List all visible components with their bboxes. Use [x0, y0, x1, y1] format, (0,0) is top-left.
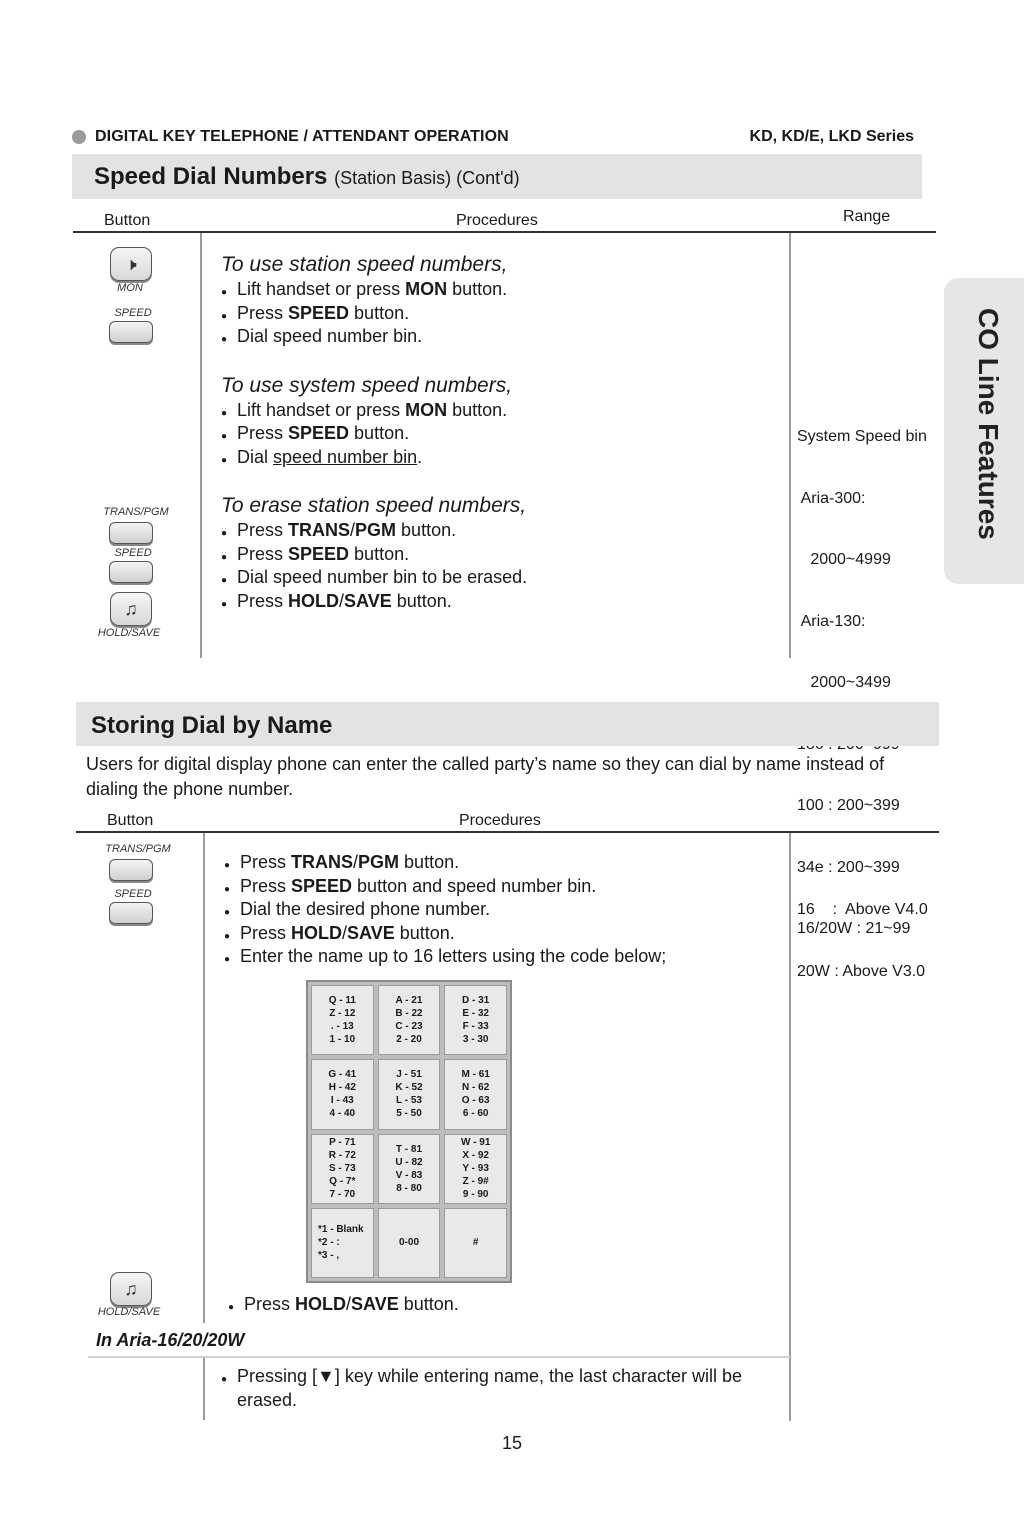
- procedure-step: ● Dial the desired phone number.: [224, 898, 784, 922]
- code-table-entry: D - 31: [462, 995, 490, 1007]
- procedure-step: ● Lift handset or press MON button.: [221, 399, 781, 423]
- code-table-entry: V - 83: [395, 1169, 423, 1181]
- range-line: 20W : Above V3.0: [797, 962, 926, 980]
- column-divider: [203, 833, 205, 1323]
- mon-key-icon: 🕨: [110, 247, 152, 281]
- code-table-cell: [311, 1208, 374, 1278]
- procedures-list: [221, 252, 781, 613]
- code-table-entry: 8 - 80: [396, 1182, 422, 1194]
- procedure-step: ● Press SPEED button.: [221, 422, 781, 446]
- code-table-cell: [311, 1059, 374, 1129]
- code-table-entry: K - 52: [395, 1082, 423, 1094]
- code-table-cell: [378, 1059, 441, 1129]
- code-table-entry: Y - 93: [462, 1163, 489, 1175]
- code-table-entry: R - 72: [328, 1150, 356, 1162]
- chapter-side-tab: [944, 278, 1024, 584]
- note-rule: [88, 1356, 790, 1358]
- trans-pgm-key-label: TRANS/PGM: [105, 843, 171, 855]
- code-table-cell: [378, 1208, 441, 1278]
- table-header-rule: [76, 831, 939, 833]
- code-table-cell: [444, 1208, 507, 1278]
- chapter-side-tab-label: CO Line Features: [973, 308, 1004, 540]
- code-table-entry: N - 62: [462, 1082, 490, 1094]
- column-divider: [200, 233, 202, 658]
- hold-save-key-label: HOLD/SAVE: [97, 627, 161, 639]
- col-range-header: Range: [843, 208, 891, 225]
- range-list: [797, 859, 928, 1003]
- range-line: Aria-300:: [797, 489, 866, 507]
- code-table-cell: [378, 1134, 441, 1204]
- col-button-header: Button: [107, 812, 154, 829]
- column-divider: [789, 233, 791, 658]
- code-table-entry: U - 82: [395, 1156, 423, 1168]
- code-table-entry: 0-00: [398, 1237, 419, 1249]
- section-intro: Users for digital display phone can enter the called party’s name so they can dial by name instead of dialing the phone number.: [86, 754, 885, 799]
- range-line: 2000~3499: [797, 674, 891, 691]
- header-chapter: DIGITAL KEY TELEPHONE / ATTENDANT OPERATION: [95, 128, 509, 145]
- range-line: 100 : 200~399: [797, 797, 900, 814]
- code-table-cell: [444, 1059, 507, 1129]
- procedure-step: ● Press HOLD/SAVE button.: [228, 1293, 768, 1317]
- code-table-entry: . - 13: [330, 1021, 354, 1033]
- procedure-step: ● Lift handset or press MON button.: [221, 278, 781, 302]
- code-table-entry: W - 91: [460, 1137, 491, 1149]
- code-table-entry: Z - 12: [329, 1008, 356, 1020]
- range-line: 16 : Above V4.0: [797, 901, 928, 918]
- page-number: 15: [501, 1433, 523, 1453]
- col-procedures-header: Procedures: [456, 212, 538, 229]
- code-table-entry: *1 - Blank: [318, 1224, 364, 1236]
- range-line: 16/20W : 21~99: [797, 920, 911, 937]
- procedures-list: [221, 1365, 787, 1412]
- range-line: Aria-130:: [797, 612, 866, 630]
- range-line: 2000~4999: [797, 551, 891, 568]
- code-table-entry: T - 81: [395, 1143, 423, 1155]
- code-table-entry: P - 71: [329, 1137, 356, 1149]
- hold-save-key-label: HOLD/SAVE: [97, 1306, 161, 1318]
- procedure-step: ● Dial speed number bin to be erased.: [221, 566, 781, 590]
- procedure-step: ● Dial speed number bin.: [221, 325, 781, 349]
- header-series: KD, KD/E, LKD Series: [749, 128, 914, 145]
- procedures-list: [224, 851, 784, 969]
- hold-save-key-icon: ♫: [110, 1272, 152, 1306]
- code-table-entry: G - 41: [328, 1069, 357, 1081]
- procedure-step: ● Pressing [▼] key while entering name, the last character will be erased.: [221, 1365, 787, 1412]
- trans-pgm-key-label: TRANS/PGM: [103, 506, 169, 518]
- procedure-step: ● Press TRANS/PGM button.: [221, 519, 781, 543]
- procedure-step: ● Enter the name up to 16 letters using the code below;: [224, 945, 784, 969]
- procedure-step: ● Press HOLD/SAVE button.: [221, 590, 781, 614]
- code-table-cell: [378, 985, 441, 1055]
- code-table-entry: 1 - 10: [329, 1034, 356, 1046]
- code-table-entry: *2 - :: [318, 1237, 340, 1249]
- procedure-step: ● Press TRANS/PGM button.: [224, 851, 784, 875]
- code-table-entry: Z - 9#: [462, 1176, 489, 1188]
- code-table-entry: O - 63: [461, 1095, 490, 1107]
- letter-code-table: [306, 980, 512, 1283]
- code-table-entry: J - 51: [396, 1069, 422, 1081]
- procedure-step: ● Press SPEED button.: [221, 302, 781, 326]
- code-table-cell: [444, 1134, 507, 1204]
- procedure-heading: To erase station speed numbers,: [221, 494, 527, 517]
- speed-key-icon: [109, 902, 153, 924]
- code-table-entry: *3 - ,: [318, 1250, 340, 1262]
- trans-pgm-key-icon: [109, 522, 153, 544]
- code-table-entry: S - 73: [328, 1163, 356, 1175]
- table-header-rule: [73, 231, 936, 233]
- col-button-header: Button: [104, 212, 151, 229]
- model-note: In Aria-16/20/20W: [96, 1330, 245, 1350]
- code-table-entry: X - 92: [462, 1150, 489, 1162]
- range-line: System Speed bin: [797, 428, 927, 445]
- section-title-text: Speed Dial Numbers: [94, 163, 328, 190]
- speed-key-label: SPEED: [114, 888, 152, 900]
- procedure-step: ● Dial speed number bin.: [221, 446, 781, 470]
- procedure-heading: To use system speed numbers,: [221, 373, 513, 397]
- code-table-entry: 6 - 60: [462, 1108, 489, 1120]
- code-table-cell: [444, 985, 507, 1055]
- code-table-entry: 9 - 90: [462, 1189, 489, 1201]
- speed-key-icon: [109, 561, 153, 583]
- code-table-cell: [311, 985, 374, 1055]
- section-title: [94, 163, 520, 191]
- procedure-heading: To use station speed numbers,: [221, 253, 508, 276]
- code-table-entry: I - 43: [330, 1095, 354, 1107]
- code-table-entry: A - 21: [395, 995, 423, 1007]
- range-line: 34e : 200~399: [797, 858, 900, 876]
- code-table-entry: #: [472, 1237, 479, 1249]
- code-table-entry: B - 22: [395, 1008, 423, 1020]
- code-table-entry: F - 33: [462, 1021, 489, 1033]
- code-table-entry: H - 42: [328, 1082, 356, 1094]
- column-divider: [789, 833, 791, 1421]
- hold-save-key-icon: ♫: [110, 592, 152, 626]
- procedures-list: [228, 1293, 768, 1317]
- col-procedures-header: Procedures: [459, 812, 541, 829]
- code-table-entry: 2 - 20: [396, 1034, 422, 1046]
- section-title-band: [72, 154, 922, 199]
- header-bullet-icon: [72, 130, 86, 144]
- code-table-entry: 3 - 30: [462, 1034, 489, 1046]
- code-table-entry: Q - 11: [328, 995, 356, 1007]
- procedure-step: ● Press SPEED button and speed number bin.: [224, 875, 784, 899]
- code-table-entry: E - 32: [462, 1008, 489, 1020]
- speed-key-icon: [109, 321, 153, 343]
- section-title-suffix: (Station Basis) (Cont'd): [334, 168, 520, 188]
- procedure-step: ● Press SPEED button.: [221, 543, 781, 567]
- procedure-step: ● Press HOLD/SAVE button.: [224, 922, 784, 946]
- section-title: Storing Dial by Name: [91, 712, 333, 739]
- code-table-cell: [311, 1134, 374, 1204]
- speed-key-label: SPEED: [114, 547, 152, 559]
- section-title-band: [76, 702, 939, 746]
- code-table-entry: 5 - 50: [396, 1108, 422, 1120]
- trans-pgm-key-icon: [109, 859, 153, 881]
- column-divider: [203, 1358, 205, 1420]
- code-table-entry: M - 61: [461, 1069, 490, 1081]
- speed-key-label: SPEED: [114, 307, 152, 319]
- code-table-entry: Q - 7*: [329, 1176, 356, 1188]
- code-table-entry: C - 23: [395, 1021, 423, 1033]
- code-table-entry: 7 - 70: [329, 1189, 356, 1201]
- code-table-entry: 4 - 40: [329, 1108, 356, 1120]
- code-table-entry: L - 53: [396, 1095, 422, 1107]
- mon-key-label: MON: [117, 282, 143, 294]
